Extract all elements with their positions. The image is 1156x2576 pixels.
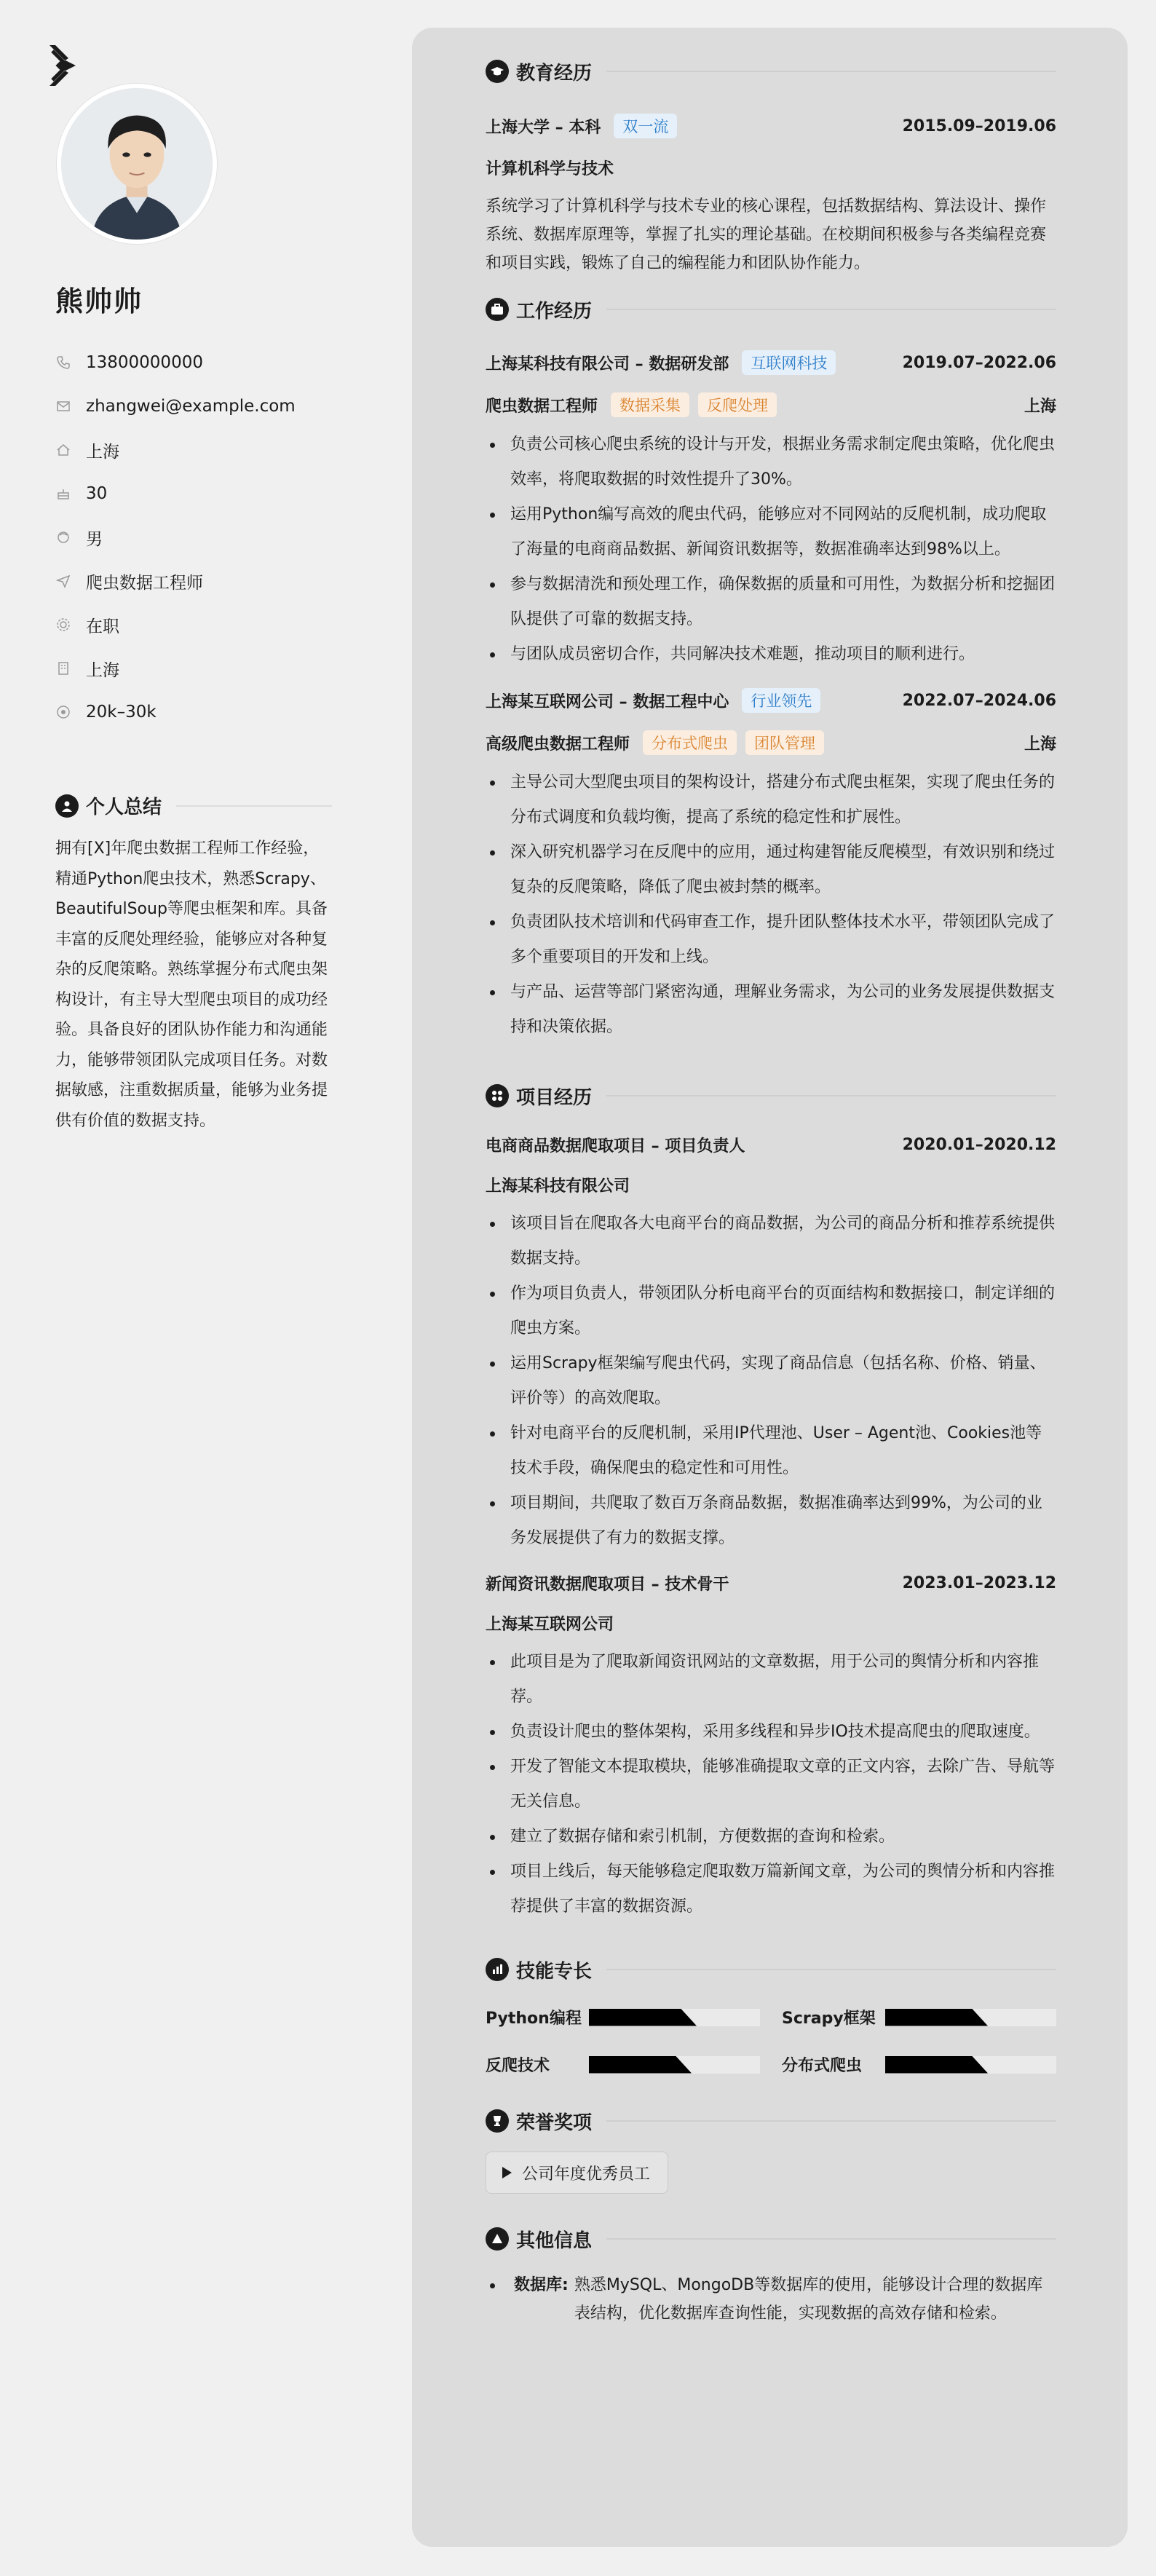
- skill-bar-fill: [589, 2009, 697, 2026]
- skills-title: 技能专长: [516, 1960, 593, 1983]
- list-item: 建立了数据存储和索引机制，方便数据的查询和检索。: [486, 1820, 1056, 1854]
- info-text: 13800000000: [86, 353, 203, 372]
- education-header: [486, 57, 1056, 86]
- projects-header: [486, 1081, 1056, 1110]
- education-title: 教育经历: [516, 62, 593, 84]
- info-text: 20k–30k: [86, 703, 157, 722]
- info-position: [55, 559, 332, 603]
- project-date: 2023.01–2023.12: [902, 1574, 1056, 1592]
- project-company-row: [486, 1612, 1056, 1635]
- info-text: 上海: [86, 660, 119, 680]
- projects-title: 项目经历: [516, 1086, 593, 1109]
- industry-tag: 互联网科技: [742, 350, 836, 375]
- divider: [606, 1095, 1056, 1097]
- industry-tag: 行业领先: [742, 688, 820, 713]
- skill-bar: [589, 2056, 760, 2074]
- person-name: 熊帅帅: [55, 285, 143, 317]
- salary-icon: [55, 704, 71, 720]
- summary-header: [55, 792, 332, 819]
- list-item: 此项目是为了爬取新闻资讯网站的文章数据，用于公司的舆情分析和内容推荐。: [486, 1645, 1056, 1715]
- school-name: 上海大学 – 本科: [486, 118, 601, 137]
- skill-tag: 团队管理: [745, 730, 824, 755]
- project-company: 上海某科技有限公司: [486, 1177, 630, 1196]
- list-item: 作为项目负责人，带领团队分析电商平台的页面结构和数据接口，制定详细的爬虫方案。: [486, 1276, 1056, 1346]
- list-item: 负责设计爬虫的整体架构，采用多线程和异步IO技术提高爬虫的爬取速度。: [486, 1715, 1056, 1750]
- list-item: 与产品、运营等部门紧密沟通，理解业务需求，为公司的业务发展提供数据支持和决策依据。: [486, 975, 1056, 1045]
- user-icon: [55, 794, 79, 818]
- main-content: [486, 57, 1056, 2328]
- info-work-city: [55, 647, 332, 690]
- job-role: 爬虫数据工程师: [486, 397, 598, 416]
- job-city: 上海: [1024, 735, 1056, 754]
- awards-title: 荣誉奖项: [516, 2111, 593, 2134]
- other-text: 熟悉MySQL、MongoDB等数据库的使用，能够设计合理的数据库表结构，优化数据库查询性能，实现数据的高效存储和检索。: [574, 2276, 1043, 2323]
- info-salary: [55, 690, 332, 734]
- project-entry: [486, 1572, 1056, 1924]
- briefcase-icon: [486, 298, 509, 321]
- info-status: [55, 603, 332, 647]
- skills-header: [486, 1955, 1056, 1984]
- project-bullets: [486, 1645, 1056, 1924]
- other-list: [486, 2271, 1056, 2328]
- list-item: 与团队成员密切合作，共同解决技术难题，推动项目的顺利进行。: [486, 637, 1056, 672]
- info-text: zhangwei@example.com: [86, 397, 296, 416]
- skill-bar: [589, 2009, 760, 2026]
- skill-name: 反爬技术: [486, 2057, 550, 2075]
- skill-bar-fill: [885, 2056, 988, 2074]
- info-text: 在职: [86, 617, 119, 636]
- skill-bar: [885, 2009, 1056, 2026]
- project-header: [486, 1572, 1056, 1595]
- project-name: 电商商品数据爬取项目 – 项目负责人: [486, 1137, 745, 1155]
- skill-item: [782, 2006, 1056, 2028]
- project-bullets: [486, 1206, 1056, 1556]
- skill-name: Scrapy框架: [782, 2010, 876, 2028]
- list-item: 运用Scrapy框架编写爬虫代码，实现了商品信息（包括名称、价格、销量、评价等）的高效爬取。: [486, 1346, 1056, 1416]
- status-icon: [55, 617, 71, 633]
- project-company-row: [486, 1174, 1056, 1196]
- list-item: 参与数据清洗和预处理工作，确保数据的质量和可用性，为数据分析和挖掘团队提供了可靠的数据支持。: [486, 567, 1056, 637]
- other-header: [486, 2224, 1056, 2253]
- education-desc: 系统学习了计算机科学与技术专业的核心课程，包括数据结构、算法设计、操作系统、数据库原理等，掌握了扎实的理论基础。在校期间积极参与各类编程竞赛和项目实践，锻炼了自己的编程能力和团队协作能力。: [486, 197, 1047, 272]
- other-label: 数据库:: [514, 2276, 569, 2294]
- job-role: 高级爬虫数据工程师: [486, 735, 630, 754]
- info-text: 30: [86, 484, 108, 503]
- work-header: [486, 295, 1056, 324]
- job-bullets: [486, 427, 1056, 672]
- skill-bar-fill: [885, 2009, 988, 2026]
- list-item: 开发了智能文本提取模块，能够准确提取文章的正文内容，去除广告、导航等无关信息。: [486, 1750, 1056, 1820]
- divider: [606, 2120, 1056, 2122]
- skill-bar-fill: [589, 2056, 692, 2074]
- list-item: 项目期间，共爬取了数百万条商品数据，数据准确率达到99%，为公司的业务发展提供了有力的数据支撑。: [486, 1486, 1056, 1556]
- education-row: [486, 114, 1056, 138]
- project-entry: [486, 1134, 1056, 1556]
- job-date: 2022.07–2024.06: [902, 691, 1056, 710]
- job-company: 上海某科技有限公司 – 数据研发部: [486, 355, 729, 374]
- avatar-photo: [61, 88, 213, 240]
- send-icon: [55, 573, 71, 589]
- job-entry: [486, 350, 1056, 672]
- project-date: 2020.01–2020.12: [902, 1136, 1056, 1154]
- school-tag: 双一流: [614, 114, 677, 138]
- summary-text: 拥有[X]年爬虫数据工程师工作经验，精通Python爬虫技术，熟悉Scrapy、BeautifulSoup等爬虫框架和库。具备丰富的反爬处理经验，能够应对各种复杂的反爬策略。熟练掌握分布式爬虫架构设计，有主导大型爬虫项目的成功经验。具备良好的团队协作能力和沟通能力，能够带领团队完成项目任务。对数据敏感，注重数据质量，能够为业务提供有价值的数据支持。: [55, 839, 328, 1130]
- divider: [606, 71, 1056, 72]
- job-role-row: [486, 392, 1056, 417]
- cake-icon: [55, 486, 71, 502]
- main-panel: [412, 28, 1128, 2547]
- job-company: 上海某互联网公司 – 数据工程中心: [486, 692, 729, 711]
- info-text: 上海: [86, 442, 119, 462]
- job-entry: [486, 688, 1056, 1045]
- skill-tag: 反爬处理: [698, 392, 777, 417]
- job-bullets: [486, 765, 1056, 1045]
- project-header: [486, 1134, 1056, 1156]
- award-name: 公司年度优秀员工: [522, 2165, 651, 2184]
- grid-icon: [486, 1084, 509, 1107]
- awards-list: [486, 2152, 1056, 2194]
- list-item: 该项目旨在爬取各大电商平台的商品数据，为公司的商品分析和推荐系统提供数据支持。: [486, 1206, 1056, 1276]
- list-item: 项目上线后，每天能够稳定爬取数万篇新闻文章，为公司的舆情分析和内容推荐提供了丰富的数据资源。: [486, 1854, 1056, 1924]
- info-age: [55, 472, 332, 515]
- project-company: 上海某互联网公司: [486, 1616, 614, 1634]
- bullet-dot: [490, 2283, 495, 2288]
- divider: [606, 309, 1056, 310]
- info-icon: [486, 2227, 509, 2251]
- skills-grid: [486, 2006, 1056, 2076]
- info-email: [55, 384, 332, 428]
- gender-icon: [55, 529, 71, 545]
- play-icon: [502, 2167, 512, 2178]
- home-icon: [55, 442, 71, 458]
- divider: [606, 2238, 1056, 2240]
- divider: [606, 1969, 1056, 1970]
- work-title: 工作经历: [516, 300, 593, 323]
- job-header: [486, 350, 1056, 375]
- bar-chart-icon: [486, 1958, 509, 1981]
- info-text: 爬虫数据工程师: [86, 573, 203, 593]
- graduation-cap-icon: [486, 60, 509, 83]
- job-header: [486, 688, 1056, 713]
- skill-name: Python编程: [486, 2010, 582, 2028]
- other-title: 其他信息: [516, 2229, 593, 2252]
- list-item: 负责团队技术培训和代码审查工作，提升团队整体技术水平，带领团队完成了多个重要项目的开发和上线。: [486, 905, 1056, 975]
- info-text: 男: [86, 529, 103, 549]
- info-location: [55, 428, 332, 472]
- awards-header: [486, 2106, 1056, 2136]
- skill-tag: 数据采集: [611, 392, 689, 417]
- job-role-row: [486, 730, 1056, 755]
- building-icon: [55, 660, 71, 676]
- job-city: 上海: [1024, 397, 1056, 416]
- divider: [176, 805, 332, 807]
- list-item: 负责公司核心爬虫系统的设计与开发，根据业务需求制定爬虫策略，优化爬虫效率，将爬取数据的时效性提升了30%。: [486, 427, 1056, 497]
- skill-item: [486, 2053, 760, 2076]
- list-item: 主导公司大型爬虫项目的架构设计，搭建分布式爬虫框架，实现了爬虫任务的分布式调度和负载均衡，提高了系统的稳定性和扩展性。: [486, 765, 1056, 835]
- project-name: 新闻资讯数据爬取项目 – 技术骨干: [486, 1576, 729, 1594]
- info-gender: [55, 515, 332, 559]
- education-date: 2015.09–2019.06: [902, 116, 1056, 135]
- list-item: 深入研究机器学习在反爬中的应用，通过构建智能反爬模型，有效识别和绕过复杂的反爬策略，降低了爬虫被封禁的概率。: [486, 835, 1056, 905]
- skill-item: [782, 2053, 1056, 2076]
- sidebar: [55, 84, 332, 1136]
- major-row: [486, 157, 1056, 179]
- other-item: [486, 2271, 1056, 2328]
- phone-icon: [55, 355, 71, 371]
- job-date: 2019.07–2022.06: [902, 353, 1056, 372]
- trophy-icon: [486, 2109, 509, 2133]
- mail-icon: [55, 398, 71, 414]
- list-item: 运用Python编写高效的爬虫代码，能够应对不同网站的反爬机制，成功爬取了海量的电商商品数据、新闻资讯数据等，数据准确率达到98%以上。: [486, 497, 1056, 567]
- info-phone: [55, 341, 332, 384]
- major: 计算机科学与技术: [486, 160, 614, 178]
- award-item: [486, 2152, 668, 2194]
- skill-tag: 分布式爬虫: [643, 730, 737, 755]
- list-item: 针对电商平台的反爬机制，采用IP代理池、User – Agent池、Cookies池等技术手段，确保爬虫的稳定性和可用性。: [486, 1416, 1056, 1486]
- summary-title: 个人总结: [86, 797, 162, 818]
- skill-bar: [885, 2056, 1056, 2074]
- skill-item: [486, 2006, 760, 2028]
- logo-icon: [48, 44, 77, 87]
- contact-info-list: [55, 341, 332, 734]
- skill-name: 分布式爬虫: [782, 2057, 863, 2075]
- avatar: [57, 84, 217, 244]
